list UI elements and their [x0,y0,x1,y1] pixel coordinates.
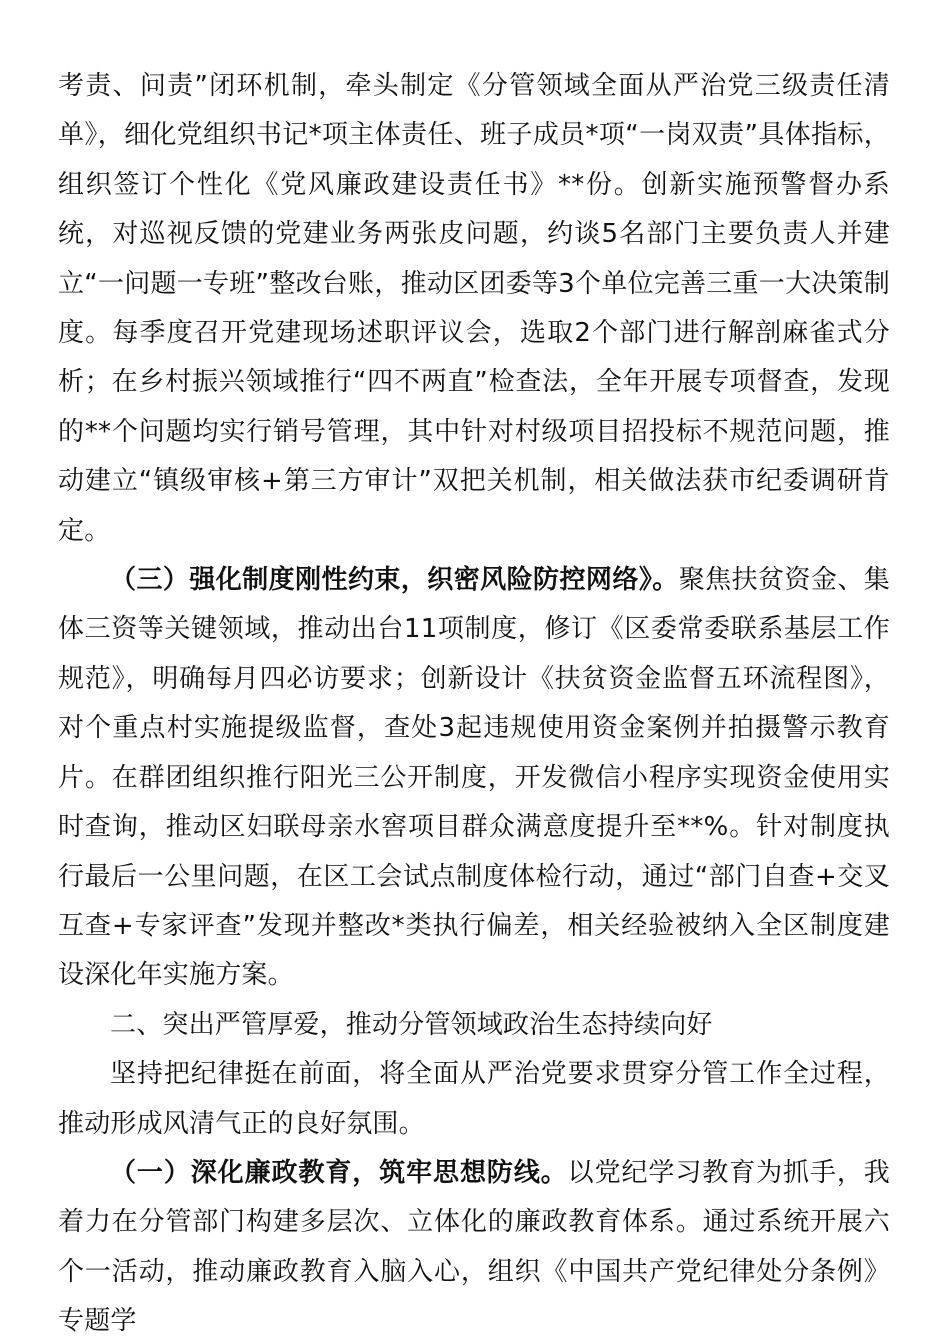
section-title: 二、突出严管厚爱，推动分管领域政治生态持续向好 [110,1009,713,1040]
paragraph-text: 聚焦扶贫资金、集体三资等关键领域，推动出台11项制度，修订《区委常委联系基层工作规范》，明确每月四必访要求；创新设计《扶贫资金监督五环流程图》，对个重点村实施提级监督，查处3起违规使用资金案例并拍摄警示教育片。在群团组织推行阳光三公开制度，开发微信小程序实现资金使用实时查询，推动区妇联母亲水窖项目群众满意度提升至**%。针对制度执行最后一公里问题，在区工会试点制度体检行动，通过“部门自查+交叉互查+专家评查”发现并整改*类执行偏差，相关经验被纳入全区制度建设深化年实施方案。 [58,565,890,991]
subsection-heading-3: （三）强化制度刚性约束，织密风险防控网络》。 [110,565,679,596]
paragraph-accountability-mechanism [58,62,890,556]
subsection-heading-1: （一）深化廉政教育，筑牢思想防线。 [110,1157,568,1188]
document-body [58,62,890,1344]
paragraph-text: 坚持把纪律挺在前面，将全面从严治党要求贯穿分管工作全过程，推动形成风清气正的良好氛围。 [58,1059,890,1139]
paragraph-text: 以党纪学习教育为抓手，我着力在分管部门构建多层次、立体化的廉政教育体系。通过系统开展六个一活动，推动廉政教育入脑入心，组织《中国共产党纪律处分条例》专题学 [58,1157,891,1337]
section-heading-2 [58,1001,890,1050]
paragraph-discipline-intro [58,1050,890,1149]
paragraph-integrity-education [58,1149,890,1344]
paragraph-text: 考责、问责”闭环机制，牵头制定《分管领域全面从严治党三级责任清单》，细化党组织书记*项主体责任、班子成员*项“一岗双责”具体指标，组织签订个性化《党风廉政建设责任书》**份。创新实施预警督办系统，对巡视反馈的党建业务两张皮问题，约谈5名部门主要负责人并建立“一问题一专班”整改台账，推动区团委等3个单位完善三重一大决策制度。每季度召开党建现场述职评议会，选取2个部门进行解剖麻雀式分析；在乡村振兴领域推行“四不两直”检查法，全年开展专项督查，发现的**个问题均实行销号管理，其中针对村级项目招投标不规范问题，推动建立“镇级审核+第三方审计”双把关机制，相关做法获市纪委调研肯定。 [58,71,890,546]
paragraph-system-constraint [58,556,890,1001]
